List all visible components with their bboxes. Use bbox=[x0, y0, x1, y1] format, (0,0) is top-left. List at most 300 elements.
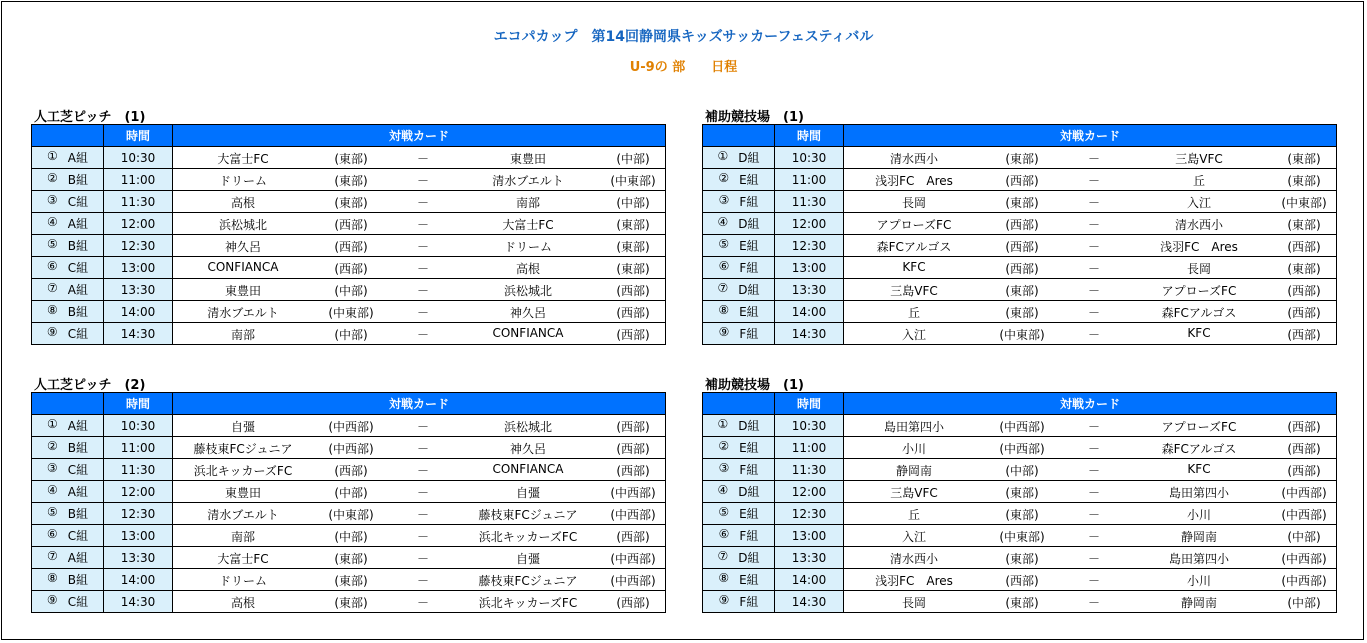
match-time: 11:00 bbox=[775, 169, 844, 191]
team-home: 長岡 bbox=[901, 196, 926, 210]
header-time: 時間 bbox=[104, 125, 173, 147]
team-home: 長岡 bbox=[901, 596, 926, 610]
match-number: ⑧ bbox=[47, 571, 58, 585]
versus-dash: － bbox=[416, 530, 429, 544]
match-card bbox=[173, 279, 666, 301]
match-group: D組 bbox=[738, 419, 760, 433]
match-time: 14:00 bbox=[775, 301, 844, 323]
division-home: (東部) bbox=[334, 552, 368, 566]
match-number: ⑥ bbox=[718, 259, 730, 273]
header-time: 時間 bbox=[775, 125, 844, 147]
team-away: 入江 bbox=[1186, 196, 1211, 210]
match-group-cell bbox=[32, 459, 104, 481]
match-group: F組 bbox=[739, 595, 759, 609]
match-time: 11:00 bbox=[104, 437, 173, 459]
division-away: (中西部) bbox=[610, 552, 656, 566]
match-time: 13:00 bbox=[104, 525, 173, 547]
match-group-cell bbox=[703, 415, 775, 437]
team-away: 浜北キッカーズFC bbox=[478, 530, 578, 544]
match-group-cell bbox=[703, 591, 775, 613]
match-group-cell bbox=[703, 323, 775, 345]
table-row bbox=[32, 569, 666, 591]
match-group-cell bbox=[703, 525, 775, 547]
team-away: 南部 bbox=[515, 196, 540, 210]
match-group: C組 bbox=[67, 195, 89, 209]
match-group-cell bbox=[32, 235, 104, 257]
team-home: ドリーム bbox=[218, 574, 267, 588]
division-away: (西部) bbox=[616, 442, 650, 456]
versus-dash: － bbox=[416, 196, 429, 210]
match-time: 13:30 bbox=[104, 547, 173, 569]
team-away: 大富士FC bbox=[502, 218, 554, 232]
division-home: (中部) bbox=[334, 328, 368, 342]
team-home: 高根 bbox=[230, 196, 255, 210]
match-number: ③ bbox=[718, 461, 730, 475]
team-home: アプローズFC bbox=[876, 218, 952, 232]
team-away: 丘 bbox=[1192, 174, 1205, 188]
match-number: ⑧ bbox=[47, 303, 58, 317]
table-row bbox=[32, 415, 666, 437]
versus-dash: － bbox=[1087, 552, 1100, 566]
match-group-cell bbox=[32, 569, 104, 591]
match-card bbox=[173, 481, 666, 503]
division-home: (中西部) bbox=[999, 442, 1045, 456]
match-group: C組 bbox=[67, 261, 89, 275]
team-home: 浜松城北 bbox=[218, 218, 267, 232]
division-away: (西部) bbox=[616, 596, 650, 610]
versus-dash: － bbox=[416, 596, 429, 610]
match-time: 11:30 bbox=[104, 459, 173, 481]
match-group: F組 bbox=[739, 261, 759, 275]
match-group-cell bbox=[703, 213, 775, 235]
team-home: KFC bbox=[902, 260, 926, 274]
match-number: ① bbox=[717, 417, 729, 431]
division-home: (東部) bbox=[1005, 596, 1039, 610]
match-card bbox=[173, 525, 666, 547]
match-group-cell bbox=[703, 569, 775, 591]
table-row bbox=[703, 169, 1337, 191]
match-time: 13:00 bbox=[775, 257, 844, 279]
division-home: (東部) bbox=[1005, 508, 1039, 522]
page-title: エコパカップ 第14回静岡県キッズサッカーフェスティバル bbox=[493, 29, 874, 45]
division-home: (西部) bbox=[1005, 174, 1039, 188]
division-away: (東部) bbox=[616, 240, 650, 254]
match-number: ⑨ bbox=[46, 325, 58, 339]
match-card bbox=[844, 481, 1337, 503]
team-away: 浜北キッカーズFC bbox=[478, 596, 578, 610]
table-row bbox=[32, 481, 666, 503]
match-time: 13:30 bbox=[104, 279, 173, 301]
match-group-cell bbox=[32, 591, 104, 613]
match-time: 12:30 bbox=[775, 503, 844, 525]
match-group: E組 bbox=[739, 441, 759, 455]
versus-dash: － bbox=[1087, 240, 1100, 254]
match-number: ⑦ bbox=[717, 549, 729, 563]
table-row bbox=[703, 547, 1337, 569]
match-group: E組 bbox=[739, 305, 759, 319]
match-group-cell bbox=[32, 547, 104, 569]
team-home: 東豊田 bbox=[224, 486, 261, 500]
division-home: (西部) bbox=[334, 464, 368, 478]
table-row bbox=[703, 525, 1337, 547]
team-away: 森FCアルゴス bbox=[1161, 306, 1237, 320]
team-home: 静岡南 bbox=[895, 464, 932, 478]
match-group: A組 bbox=[67, 419, 88, 433]
division-home: (東部) bbox=[1005, 152, 1039, 166]
match-number: ④ bbox=[717, 215, 729, 229]
match-group: A組 bbox=[67, 283, 88, 297]
table-row bbox=[32, 235, 666, 257]
match-time: 13:30 bbox=[775, 279, 844, 301]
division-away: (西部) bbox=[1287, 240, 1321, 254]
division-home: (西部) bbox=[334, 262, 368, 276]
division-away: (中東部) bbox=[1281, 196, 1327, 210]
match-number: ⑧ bbox=[718, 303, 730, 317]
match-time: 14:00 bbox=[104, 569, 173, 591]
match-time: 11:30 bbox=[775, 459, 844, 481]
match-group-cell bbox=[32, 415, 104, 437]
team-away: 浜松城北 bbox=[503, 420, 552, 434]
team-away: 藤枝東FCジュニア bbox=[478, 574, 578, 588]
division-home: (西部) bbox=[1005, 240, 1039, 254]
match-group-cell bbox=[32, 169, 104, 191]
table-row bbox=[703, 323, 1337, 345]
match-time: 13:30 bbox=[775, 547, 844, 569]
division-away: (中東部) bbox=[610, 174, 656, 188]
match-card bbox=[173, 147, 666, 169]
match-card bbox=[844, 213, 1337, 235]
division-away: (中部) bbox=[1287, 596, 1321, 610]
team-away: 清水ブエルト bbox=[492, 174, 564, 188]
division-home: (東部) bbox=[334, 574, 368, 588]
team-home: 藤枝東FCジュニア bbox=[193, 442, 293, 456]
match-time: 12:30 bbox=[104, 503, 173, 525]
team-away: 浅羽FC Ares bbox=[1160, 240, 1238, 254]
division-away: (中西部) bbox=[610, 574, 656, 588]
versus-dash: － bbox=[416, 218, 429, 232]
match-group: E組 bbox=[739, 173, 759, 187]
match-card bbox=[173, 437, 666, 459]
match-time: 11:30 bbox=[104, 191, 173, 213]
header-group-cell bbox=[32, 125, 104, 147]
division-away: (西部) bbox=[616, 464, 650, 478]
versus-dash: － bbox=[416, 442, 429, 456]
section-label: 補助競技場 (1) bbox=[705, 110, 804, 125]
match-group-cell bbox=[703, 191, 775, 213]
table-row bbox=[703, 279, 1337, 301]
header-card: 対戦カード bbox=[173, 393, 666, 415]
match-group: E組 bbox=[739, 507, 759, 521]
division-away: (東部) bbox=[1287, 218, 1321, 232]
team-home: 清水西小 bbox=[889, 552, 938, 566]
match-card bbox=[844, 591, 1337, 613]
division-home: (中東部) bbox=[999, 530, 1045, 544]
division-home: (西部) bbox=[1005, 574, 1039, 588]
match-group-cell bbox=[703, 257, 775, 279]
match-number: ① bbox=[47, 417, 58, 431]
match-group: B組 bbox=[67, 507, 88, 521]
team-home: 三島VFC bbox=[890, 486, 938, 500]
match-group-cell bbox=[703, 169, 775, 191]
team-home: 浅羽FC Ares bbox=[875, 574, 953, 588]
team-home: 大富士FC bbox=[217, 152, 269, 166]
team-away: 神久呂 bbox=[509, 306, 546, 320]
table-row bbox=[703, 437, 1337, 459]
match-time: 12:00 bbox=[775, 481, 844, 503]
match-card bbox=[173, 213, 666, 235]
team-home: 小川 bbox=[901, 442, 926, 456]
table-row bbox=[32, 437, 666, 459]
table-row bbox=[32, 169, 666, 191]
division-home: (中部) bbox=[1005, 464, 1039, 478]
division-away: (西部) bbox=[616, 328, 650, 342]
division-away: (東部) bbox=[1287, 174, 1321, 188]
table-row bbox=[32, 213, 666, 235]
match-number: ② bbox=[718, 439, 730, 453]
match-number: ⑤ bbox=[47, 505, 58, 519]
section-label: 人工芝ピッチ (1) bbox=[34, 110, 146, 125]
team-away: KFC bbox=[1187, 462, 1211, 476]
table-row bbox=[32, 525, 666, 547]
table-row bbox=[32, 459, 666, 481]
division-home: (東部) bbox=[334, 196, 368, 210]
division-home: (中東部) bbox=[999, 328, 1045, 342]
table-row bbox=[703, 191, 1337, 213]
table-row bbox=[32, 323, 666, 345]
division-away: (西部) bbox=[616, 530, 650, 544]
versus-dash: － bbox=[1087, 262, 1100, 276]
match-card bbox=[844, 323, 1337, 345]
team-away: ドリーム bbox=[503, 240, 552, 254]
division-away: (西部) bbox=[1287, 464, 1321, 478]
match-group: A組 bbox=[67, 551, 88, 565]
match-time: 10:30 bbox=[775, 147, 844, 169]
division-home: (東部) bbox=[334, 596, 368, 610]
match-group: D組 bbox=[738, 217, 760, 231]
team-away: 東豊田 bbox=[509, 152, 546, 166]
division-away: (西部) bbox=[616, 420, 650, 434]
team-home: 神久呂 bbox=[224, 240, 261, 254]
match-card bbox=[173, 169, 666, 191]
table-row bbox=[32, 147, 666, 169]
match-card bbox=[844, 437, 1337, 459]
table-row bbox=[703, 459, 1337, 481]
match-time: 14:00 bbox=[775, 569, 844, 591]
header-group-cell bbox=[703, 125, 775, 147]
match-group-cell bbox=[703, 547, 775, 569]
division-away: (東部) bbox=[616, 262, 650, 276]
match-number: ⑥ bbox=[46, 259, 58, 273]
match-number: ⑦ bbox=[47, 549, 58, 563]
division-home: (西部) bbox=[334, 218, 368, 232]
match-number: ③ bbox=[46, 461, 58, 475]
team-home: 清水西小 bbox=[889, 152, 938, 166]
division-away: (西部) bbox=[1287, 420, 1321, 434]
match-group: B組 bbox=[67, 305, 88, 319]
match-time: 12:00 bbox=[104, 213, 173, 235]
table-row bbox=[703, 591, 1337, 613]
division-away: (中西部) bbox=[1281, 552, 1327, 566]
match-time: 12:30 bbox=[775, 235, 844, 257]
match-group: F組 bbox=[739, 195, 759, 209]
team-away: 長岡 bbox=[1186, 262, 1211, 276]
table-row bbox=[703, 503, 1337, 525]
team-home: 自彊 bbox=[230, 420, 255, 434]
table-row bbox=[32, 591, 666, 613]
division-away: (西部) bbox=[1287, 442, 1321, 456]
match-number: ⑧ bbox=[718, 571, 730, 585]
table-row bbox=[32, 279, 666, 301]
match-number: ④ bbox=[717, 483, 729, 497]
match-group-cell bbox=[32, 257, 104, 279]
team-home: 浜北キッカーズFC bbox=[193, 464, 293, 478]
versus-dash: － bbox=[416, 174, 429, 188]
match-card bbox=[844, 415, 1337, 437]
team-away: 自彊 bbox=[515, 486, 540, 500]
match-number: ② bbox=[718, 171, 730, 185]
match-group-cell bbox=[32, 213, 104, 235]
team-away: 静岡南 bbox=[1180, 596, 1217, 610]
versus-dash: － bbox=[416, 486, 429, 500]
match-group-cell bbox=[703, 503, 775, 525]
division-away: (中西部) bbox=[1281, 486, 1327, 500]
division-home: (中部) bbox=[334, 486, 368, 500]
match-card bbox=[173, 323, 666, 345]
table-row bbox=[703, 257, 1337, 279]
header-group-cell bbox=[32, 393, 104, 415]
match-group-cell bbox=[32, 323, 104, 345]
match-time: 13:00 bbox=[104, 257, 173, 279]
match-card bbox=[844, 525, 1337, 547]
match-group: C組 bbox=[67, 595, 89, 609]
table-header-row bbox=[703, 393, 1337, 415]
match-card bbox=[844, 301, 1337, 323]
team-away: 高根 bbox=[515, 262, 540, 276]
team-home: 浅羽FC Ares bbox=[875, 174, 953, 188]
versus-dash: － bbox=[416, 552, 429, 566]
match-group: E組 bbox=[739, 239, 759, 253]
match-card bbox=[844, 169, 1337, 191]
team-home: 東豊田 bbox=[224, 284, 261, 298]
team-away: アプローズFC bbox=[1161, 420, 1237, 434]
match-group: D組 bbox=[738, 283, 760, 297]
match-number: ⑨ bbox=[46, 593, 58, 607]
versus-dash: － bbox=[416, 508, 429, 522]
page-subtitle: U-9の 部 日程 bbox=[629, 60, 738, 75]
team-away: 藤枝東FCジュニア bbox=[478, 508, 578, 522]
division-home: (西部) bbox=[334, 240, 368, 254]
division-home: (中西部) bbox=[999, 420, 1045, 434]
match-group: B組 bbox=[67, 173, 88, 187]
team-home: 三島VFC bbox=[890, 284, 938, 298]
match-number: ⑤ bbox=[718, 505, 730, 519]
match-number: ③ bbox=[46, 193, 58, 207]
team-home: 南部 bbox=[230, 530, 255, 544]
match-time: 14:30 bbox=[104, 323, 173, 345]
division-away: (中西部) bbox=[1281, 574, 1327, 588]
team-away: 小川 bbox=[1186, 574, 1211, 588]
match-time: 14:30 bbox=[104, 591, 173, 613]
match-number: ② bbox=[47, 439, 58, 453]
team-away: 小川 bbox=[1186, 508, 1211, 522]
match-group-cell bbox=[32, 437, 104, 459]
match-group-cell bbox=[703, 301, 775, 323]
match-number: ⑦ bbox=[717, 281, 729, 295]
match-number: ① bbox=[717, 149, 729, 163]
table-row bbox=[703, 213, 1337, 235]
team-home: 清水ブエルト bbox=[207, 306, 279, 320]
team-away: 森FCアルゴス bbox=[1161, 442, 1237, 456]
match-number: ⑨ bbox=[718, 325, 730, 339]
match-card bbox=[173, 257, 666, 279]
match-group: B組 bbox=[67, 573, 88, 587]
versus-dash: － bbox=[1087, 508, 1100, 522]
match-card bbox=[844, 459, 1337, 481]
match-time: 14:30 bbox=[775, 591, 844, 613]
division-away: (東部) bbox=[616, 218, 650, 232]
table-row bbox=[703, 235, 1337, 257]
team-home: 南部 bbox=[230, 328, 255, 342]
match-group-cell bbox=[703, 437, 775, 459]
versus-dash: － bbox=[416, 240, 429, 254]
section-label: 補助競技場 (1) bbox=[705, 378, 804, 393]
match-card bbox=[173, 415, 666, 437]
team-home: 森FCアルゴス bbox=[876, 240, 952, 254]
versus-dash: － bbox=[1087, 306, 1100, 320]
match-group: D組 bbox=[738, 485, 760, 499]
match-group: E組 bbox=[739, 573, 759, 587]
match-number: ① bbox=[47, 149, 58, 163]
versus-dash: － bbox=[1087, 196, 1100, 210]
match-number: ④ bbox=[47, 215, 58, 229]
team-away: 自彊 bbox=[515, 552, 540, 566]
team-home: 入江 bbox=[901, 530, 926, 544]
match-time: 11:00 bbox=[775, 437, 844, 459]
match-time: 12:00 bbox=[104, 481, 173, 503]
table-header-row bbox=[32, 125, 666, 147]
match-time: 10:30 bbox=[104, 415, 173, 437]
division-away: (中部) bbox=[616, 152, 650, 166]
division-home: (西部) bbox=[1005, 218, 1039, 232]
match-group: D組 bbox=[738, 151, 760, 165]
versus-dash: － bbox=[1087, 174, 1100, 188]
team-away: 清水西小 bbox=[1174, 218, 1223, 232]
versus-dash: － bbox=[1087, 574, 1100, 588]
team-away: 静岡南 bbox=[1180, 530, 1217, 544]
versus-dash: － bbox=[1087, 442, 1100, 456]
versus-dash: － bbox=[1087, 596, 1100, 610]
match-group: F組 bbox=[739, 529, 759, 543]
versus-dash: － bbox=[1087, 328, 1100, 342]
table-row bbox=[703, 481, 1337, 503]
match-time: 11:30 bbox=[775, 191, 844, 213]
team-home: 大富士FC bbox=[217, 552, 269, 566]
table-header-row bbox=[32, 393, 666, 415]
match-time: 12:00 bbox=[775, 213, 844, 235]
match-group-cell bbox=[32, 525, 104, 547]
match-number: ⑥ bbox=[718, 527, 730, 541]
match-group: C組 bbox=[67, 327, 89, 341]
division-away: (東部) bbox=[1287, 152, 1321, 166]
table-row bbox=[703, 301, 1337, 323]
team-home: 高根 bbox=[230, 596, 255, 610]
versus-dash: － bbox=[416, 420, 429, 434]
match-group: A組 bbox=[67, 485, 88, 499]
versus-dash: － bbox=[416, 284, 429, 298]
table-row bbox=[32, 547, 666, 569]
match-group-cell bbox=[32, 503, 104, 525]
division-home: (東部) bbox=[1005, 284, 1039, 298]
